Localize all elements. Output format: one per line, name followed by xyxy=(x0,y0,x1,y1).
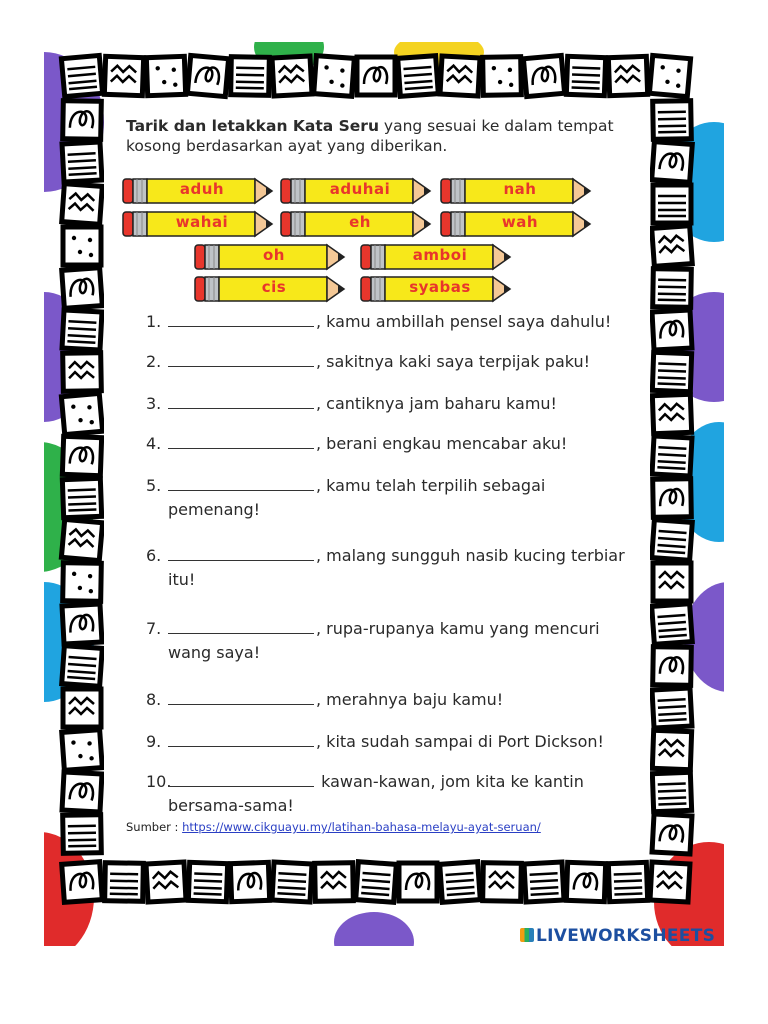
question-item xyxy=(146,432,567,456)
answer-blank[interactable] xyxy=(168,350,314,367)
question-number: 2. xyxy=(146,352,162,371)
word-card-label: aduh xyxy=(179,180,225,198)
question-text: , sakitnya kaki saya terpijak paku! xyxy=(316,352,591,371)
liveworksheets-logo xyxy=(520,926,715,946)
question-item xyxy=(146,544,625,592)
question-text-continued: bersama-sama! xyxy=(168,796,294,815)
question-number: 6. xyxy=(146,546,162,565)
instruction-bold: Tarik dan letakkan Kata Seru xyxy=(126,117,379,135)
question-number: 10. xyxy=(146,772,172,791)
word-card-wahai[interactable] xyxy=(122,209,274,239)
answer-blank[interactable] xyxy=(168,688,314,705)
word-card-label: eh xyxy=(349,213,371,231)
answer-blank[interactable] xyxy=(168,770,314,787)
question-text-continued: wang saya! xyxy=(168,643,261,662)
answer-blank[interactable] xyxy=(168,432,314,449)
answer-blank[interactable] xyxy=(168,474,314,491)
question-item xyxy=(146,350,590,374)
word-card-aduh[interactable] xyxy=(122,176,274,206)
question-item xyxy=(146,770,584,818)
question-text-continued: itu! xyxy=(168,570,196,589)
question-item xyxy=(146,474,545,522)
source-label: Sumber : xyxy=(126,820,183,834)
word-card-oh[interactable] xyxy=(194,242,346,272)
question-text-continued: pemenang! xyxy=(168,500,261,519)
liveworksheets-text: LIVEWORKSHEETS xyxy=(536,926,716,946)
answer-blank[interactable] xyxy=(168,617,314,634)
word-card-label: wahai xyxy=(175,213,229,231)
question-text: , rupa-rupanya kamu yang mencuri xyxy=(316,619,600,638)
answer-blank[interactable] xyxy=(168,392,314,409)
source-line xyxy=(126,820,541,834)
word-card-label: cis xyxy=(261,278,287,296)
word-card-wah[interactable] xyxy=(440,209,592,239)
question-text: , kamu telah terpilih sebagai xyxy=(316,476,546,495)
word-card-label: amboi xyxy=(412,246,468,264)
question-item xyxy=(146,688,503,712)
liveworksheets-icon xyxy=(520,928,534,942)
question-text: , berani engkau mencabar aku! xyxy=(316,434,568,453)
source-link[interactable]: https://www.cikguayu.my/latihan-bahasa-melayu-ayat-seruan/ xyxy=(182,820,541,834)
question-item xyxy=(146,310,611,334)
question-number: 7. xyxy=(146,619,162,638)
instruction-text xyxy=(126,116,636,156)
word-card-aduhai[interactable] xyxy=(280,176,432,206)
question-text: kawan-kawan, jom kita ke kantin xyxy=(316,772,584,791)
question-number: 5. xyxy=(146,476,162,495)
question-item xyxy=(146,617,600,665)
word-card-label: syabas xyxy=(409,278,471,296)
question-text: , cantiknya jam baharu kamu! xyxy=(316,394,557,413)
word-card-label: oh xyxy=(263,246,285,264)
word-card-amboi[interactable] xyxy=(360,242,512,272)
word-card-nah[interactable] xyxy=(440,176,592,206)
word-card-cis[interactable] xyxy=(194,274,346,304)
instruction-rest: yang sesuai ke dalam tempat kosong berdasarkan ayat yang diberikan. xyxy=(126,117,614,155)
answer-blank[interactable] xyxy=(168,310,314,327)
question-text: , merahnya baju kamu! xyxy=(316,690,504,709)
answer-blank[interactable] xyxy=(168,544,314,561)
question-number: 8. xyxy=(146,690,162,709)
word-card-label: aduhai xyxy=(329,180,391,198)
question-item xyxy=(146,392,557,416)
question-number: 3. xyxy=(146,394,162,413)
word-card-eh[interactable] xyxy=(280,209,432,239)
question-number: 1. xyxy=(146,312,162,331)
word-card-label: wah xyxy=(501,213,539,231)
question-text: , kamu ambillah pensel saya dahulu! xyxy=(316,312,612,331)
question-number: 9. xyxy=(146,732,162,751)
question-item xyxy=(146,730,604,754)
answer-blank[interactable] xyxy=(168,730,314,747)
word-card-syabas[interactable] xyxy=(360,274,512,304)
question-number: 4. xyxy=(146,434,162,453)
question-text: , malang sungguh nasib kucing terbiar xyxy=(316,546,625,565)
question-text: , kita sudah sampai di Port Dickson! xyxy=(316,732,604,751)
word-card-label: nah xyxy=(503,180,537,198)
